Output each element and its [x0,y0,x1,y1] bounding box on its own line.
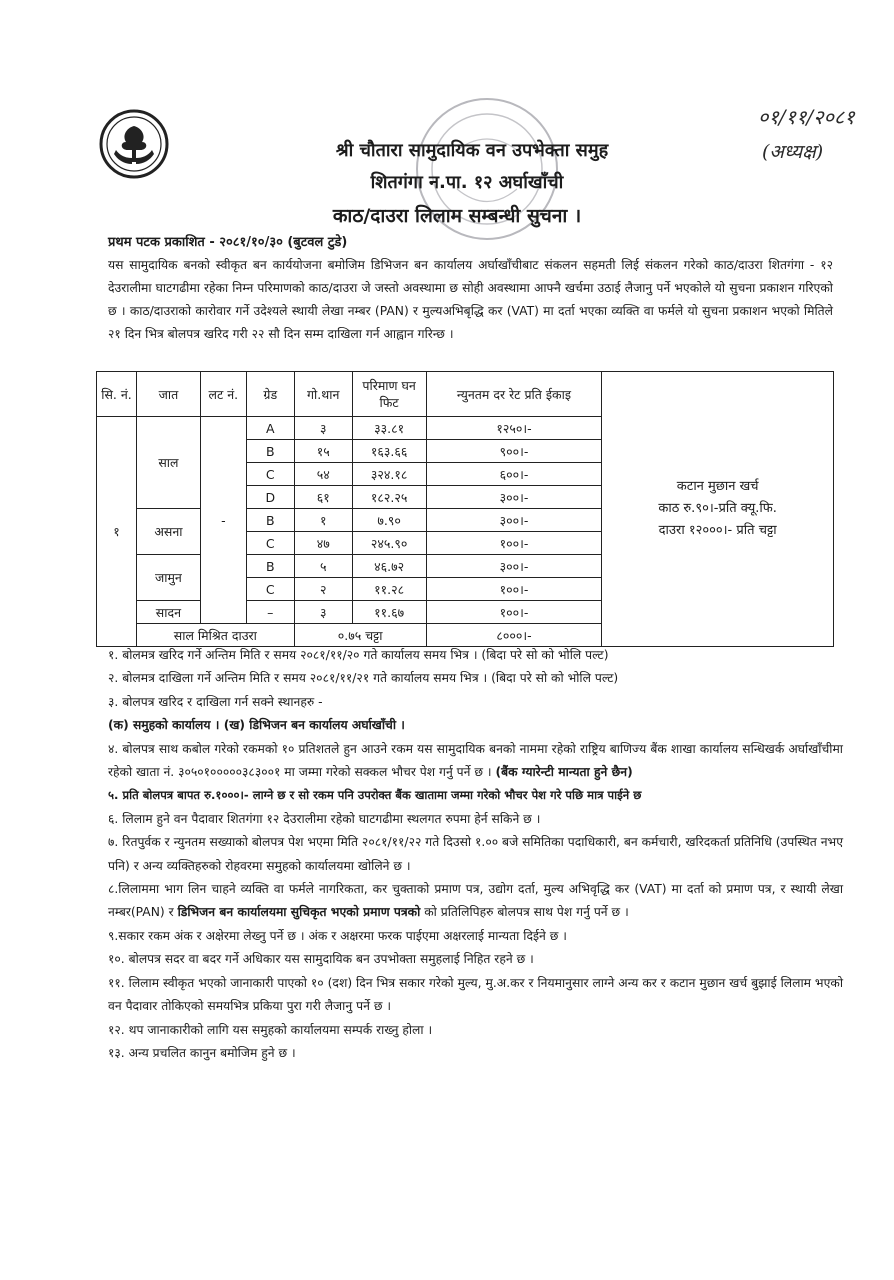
cell-mixed-quantity: ०.७५ चट्टा [294,624,426,647]
cell-count: २ [294,578,352,601]
cell-grade: D [246,486,294,509]
term-10: १०. बोलपत्र सदर वा बदर गर्ने अधिकार यस सामुदायिक बन उपभोक्ता समुहलाई निहित रहने छ । [108,952,534,967]
term-2: २. बोलमत्र दाखिला गर्ने अन्तिम मिति र समय २०८१/११/२१ गते कार्यालय समय भित्र । (बिदा परे सो को भोलि पल्ट) [108,671,619,686]
cell-grade: C [246,532,294,555]
cell-rate: १००।- [426,601,602,624]
cell-grade: B [246,509,294,532]
organization-name: श्री चौतारा सामुदायिक वन उपभेक्ता समुह [335,140,609,161]
header-rate: न्युनतम दर रेट प्रति ईकाइ [426,372,602,417]
cell-count: ३ [294,417,352,440]
cell-grade: – [246,601,294,624]
cell-volume: ११.६७ [352,601,426,624]
term-7: ७. रितपुर्वक र न्युनतम सख्याको बोलपत्र पेश भएमा मिति २०८१/११/२२ गते दिउसो १.०० बजे समितिका पदाधिकारी, बन कर्मचारी, खरिदकर्ता प्रतिनिधि (उपस्थित नभए पनि) र अन्य व्यक्तिहरुको रोहवरमा समुहको कार्यालयमा खोलिने छ । [108,835,843,873]
cell-species-jamun: जामुन [136,555,200,601]
cell-volume: २४५.९० [352,532,426,555]
cell-volume: ४६.७२ [352,555,426,578]
cutting-cost-note: कटान मुछान खर्च काठ रु.९०।-प्रति क्यू.फि. दाउरा १२०००।- प्रति चट्टा [602,372,834,647]
term-9: ९.सकार रकम अंक र अक्षेरमा लेख्नु पर्ने छ । अंक र अक्षरमा फरक पाईएमा अक्षरलाई मान्यता दिईने छ । [108,928,567,943]
organization-address: शितगंगा न.पा. १२ अर्घाखाँची [370,172,564,193]
cell-count: ४७ [294,532,352,555]
intro-paragraph: यस सामुदायिक बनको स्वीकृत बन कार्ययोजना बमोजिम डिभिजन बन कार्यालय अर्घाखाँचीबाट संकलन सहमती लिई संकलन गरेको काठ/दाउरा शितगंगा - १२ देउरालीमा घाटगढीमा रहेका निम्न परिमाणको काठ/दाउरा जे जस्तो अवस्थामा छ सोही अवस्थामा आफ्नै खर्चमा उठाई लैजानु पर्ने भएकोले यो सुचना प्रकाशन गरिएको छ । काठ/दाउराको कारोवार गर्ने उदेश्यले स्थायी लेखा नम्बर (PAN) र मुल्यअभिबृद्धि कर (VAT) मा दर्ता भएका व्यक्ति वा फर्मले यो सुचना प्रकाशन भएको मितिले २१ दिन भित्र बोलपत्र खरिद गरी २२ सौ दिन सम्म दाखिला गर्न आह्वान गरिन्छ । [108,258,833,341]
cell-rate: ३००।- [426,486,602,509]
cell-lot: - [200,417,246,624]
term-3: ३. बोलपत्र खरिद र दाखिला गर्न सक्ने स्थानहरु - [108,694,323,709]
cell-grade: C [246,578,294,601]
cell-count: ५ [294,555,352,578]
cell-count: ५४ [294,463,352,486]
cell-count: ३ [294,601,352,624]
cell-mixed-label: साल मिश्रित दाउरा [136,624,294,647]
term-11: ११. लिलाम स्वीकृत भएको जानाकारी पाएको १० (दश) दिन भित्र सकार गरेको मुल्य, मु.अ.कर र नियमानुसार लाग्ने अन्य कर र कटान मुछान खर्च बुझाई लिलाम भएको वन पैदावार तोकिएको समयभित्र प्रकिया पुरा गरी लैजानु पर्ने छ । [108,975,844,1014]
svg-text:(अध्यक्ष): (अध्यक्ष) [762,141,824,163]
cell-grade: B [246,440,294,463]
notice-title: काठ/दाउरा लिलाम सम्बन्धी सुचना । [332,205,582,227]
cell-mixed-rate: ८०००।- [426,624,602,647]
publication-line: प्रथम पटक प्रकाशित - २०८१/१०/३० (बुटवल टुडे) [108,235,348,250]
header-count: गो.थान [294,372,352,417]
cell-rate: ३००।- [426,509,602,532]
cell-rate: १००।- [426,578,602,601]
cell-volume: १८२.२५ [352,486,426,509]
term-12: १२. थप जानाकारीको लागि यस समुहको कार्यालयमा सम्पर्क राख्नु होला । [108,1022,433,1037]
cell-volume: ११.२८ [352,578,426,601]
table-header-row [97,372,834,417]
terms-list [108,644,843,1065]
cell-volume: ७.९० [352,509,426,532]
term-13: १३. अन्य प्रचलित कानुन बमोजिम हुने छ । [108,1045,296,1060]
cell-volume: १६३.६६ [352,440,426,463]
cell-rate: ६००।- [426,463,602,486]
term-3-places: (क) समुहको कार्यालय । (ख) डिभिजन बन कार्यालय अर्घाखाँची । [108,718,405,733]
cell-sn: १ [97,417,137,647]
cell-species-asna: असना [136,509,200,555]
cell-grade: C [246,463,294,486]
cell-volume: ३२४.१८ [352,463,426,486]
cell-grade: B [246,555,294,578]
header-grade: ग्रेड [246,372,294,417]
term-5: ५. प्रति बोलपत्र बापत रु.१०००।- लाग्ने छ र सो रकम पनि उपरोक्त बैंक खातामा जम्मा गरेको भौचर पेश गरे पछि मात्र पाईने छ [108,788,642,803]
cell-count: १५ [294,440,352,463]
svg-text:०१/११/२०८१: ०१/११/२०८१ [758,105,855,129]
cell-grade: A [246,417,294,440]
cell-count: ६१ [294,486,352,509]
cell-rate: ३००।- [426,555,602,578]
term-4: ४. बोलपत्र साथ कबोल गरेको रकमको १० प्रतिशतले हुन आउने रकम यस सामुदायिक बनको नाममा रहेको राष्ट्रिय बाणिज्य बैंक शाखा कार्यालय सन्धिखर्क अर्घाखाँचीमा रहेको खाता नं. ३०५०१०००००३८३००१ मा जम्मा गरेको सक्कल भौचर पेश गर्नु पर्ने छ । (बैंक ग्यारेन्टी मान्यता हुने छैन) [108,741,843,780]
cell-rate: ९००।- [426,440,602,463]
term-4-bank-guarantee: (बैंक ग्यारेन्टी मान्यता हुने छैन) [495,765,633,780]
cell-volume: ३३.८१ [352,417,426,440]
cell-rate: १२५०।- [426,417,602,440]
term-1: १. बोलमत्र खरिद गर्ने अन्तिम मिति र समय २०८१/११/२० गते कार्यालय समय भित्र । (बिदा परे सो को भोलि पल्ट) [108,648,609,662]
term-8: ८.लिलाममा भाग लिन चाहने व्यक्ति वा फर्मले नागरिकता, कर चुक्ताको प्रमाण पत्र, उद्योग दर्ता, मुल्य अभिवृद्धि कर (VAT) मा दर्ता को प्रमाण पत्र, र स्थायी लेखा नम्बर(PAN) र डिभिजन बन कार्यालयमा सुचिकृत भएको प्रमाण पत्रको को प्रतिलिपिहरु बोलपत्र साथ पेश गर्नु पर्ने छ । [108,882,843,920]
header-species: जात [136,372,200,417]
header-volume: परिमाण घन फिट [352,372,426,417]
term-6: ६. लिलाम हुने वन पैदावार शितगंगा १२ देउरालीमा रहेको घाटगढीमा स्थलगत रुपमा हेर्न सकिने छ । [108,811,541,826]
header-sn: सि. नं. [97,372,137,417]
cell-species-sal: साल [136,417,200,509]
lot-table [96,371,834,647]
cell-rate: १००।- [426,532,602,555]
term-8-division-office: डिभिजन बन कार्यालयमा सुचिकृत भएको प्रमाण पत्रको [177,905,421,920]
cell-count: १ [294,509,352,532]
cell-species-sadan: सादन [136,601,200,624]
header-lot: लट नं. [200,372,246,417]
